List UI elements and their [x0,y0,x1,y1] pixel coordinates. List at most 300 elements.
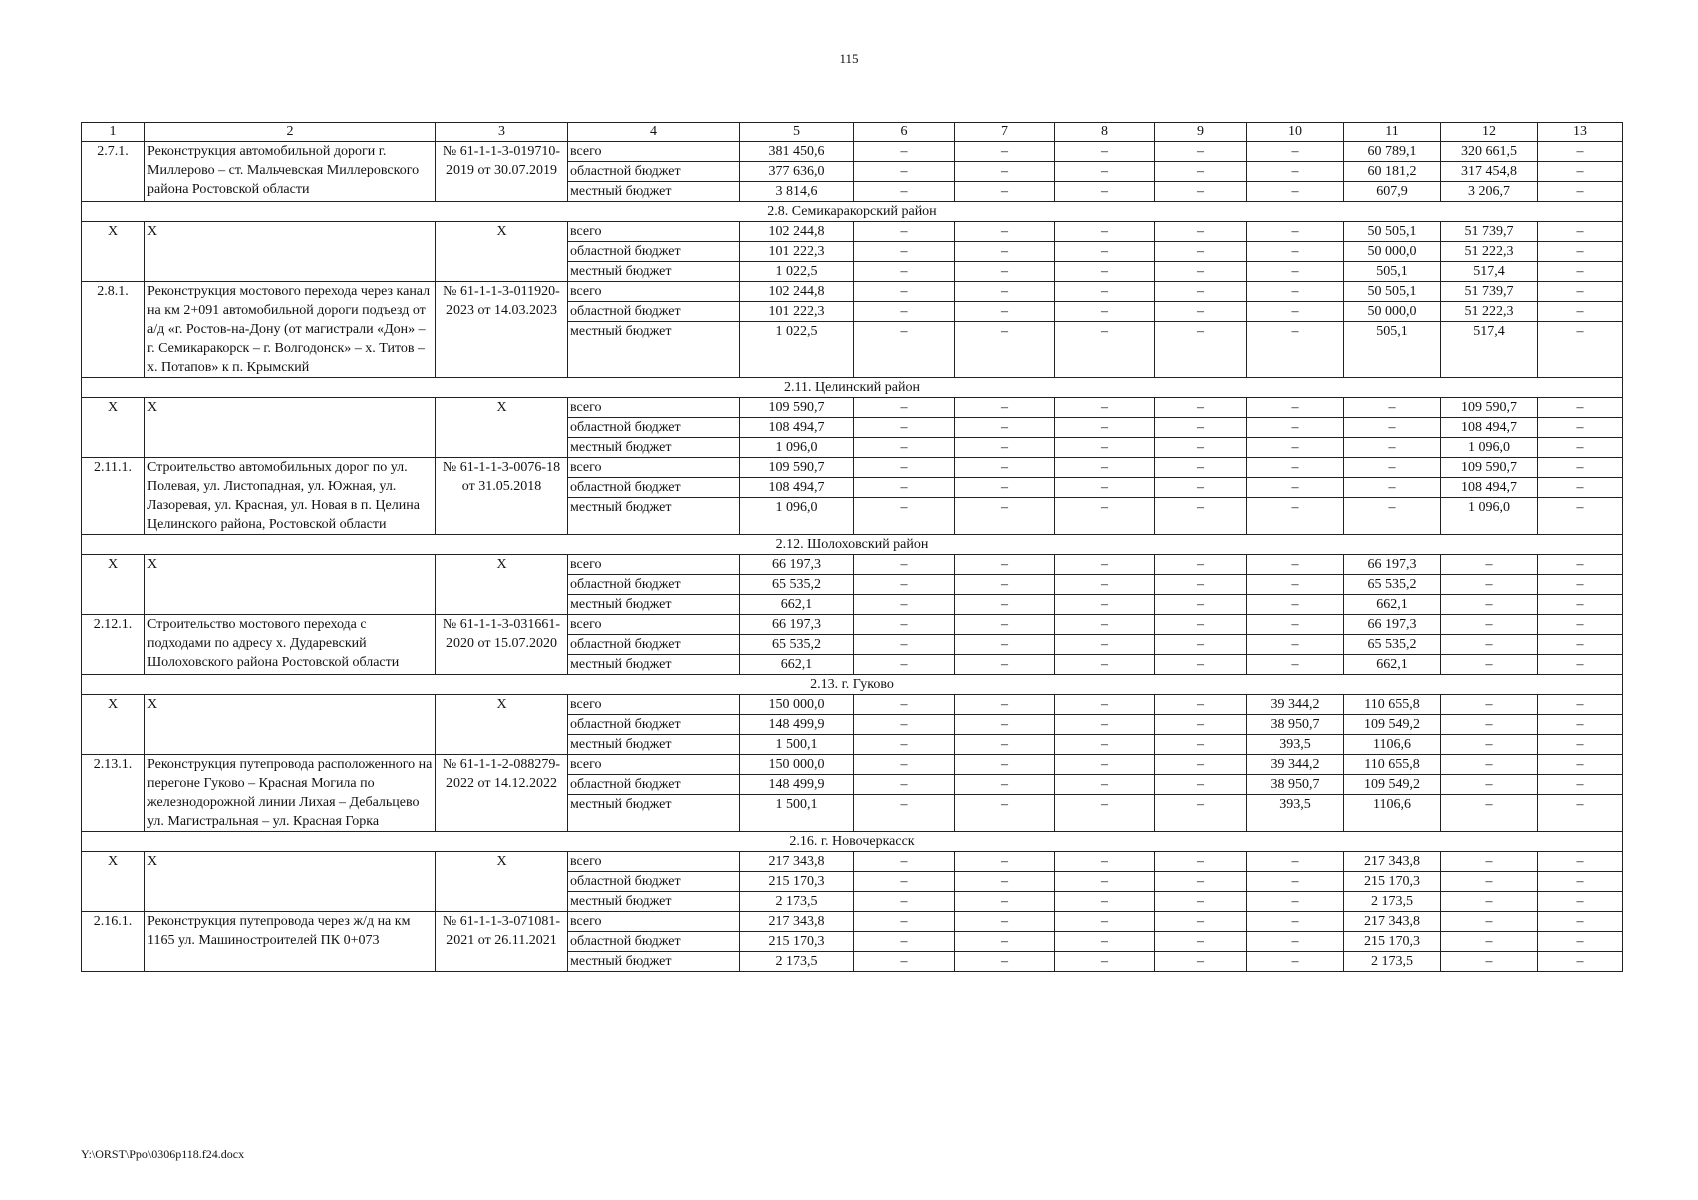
budget-source-label: местный бюджет [568,951,739,971]
value: – [1101,144,1108,159]
value: – [1441,714,1537,734]
budget-source-cell [568,755,740,832]
value: – [1197,914,1204,929]
value-cell [854,458,955,535]
value: – [1155,951,1246,971]
value: – [1441,891,1537,911]
value: – [1291,854,1299,869]
value: 505,1 [1344,261,1440,281]
value: – [1197,284,1204,299]
document-number: Х [436,695,568,755]
value: – [955,794,1054,814]
value: 109 590,7 [768,400,825,415]
value: – [1538,477,1622,497]
value: – [1576,224,1584,239]
value-cell [1055,458,1155,535]
value: 65 535,2 [1344,574,1440,594]
value-cell [955,142,1055,202]
budget-source-cell [568,615,740,675]
value: – [854,734,954,754]
value: – [955,594,1054,614]
value: – [1155,774,1246,794]
value: – [955,951,1054,971]
value: – [854,417,954,437]
column-header: 3 [436,123,568,142]
value: – [955,261,1054,281]
value: 38 950,7 [1247,714,1343,734]
value: – [1155,574,1246,594]
budget-source-label: областной бюджет [568,774,739,794]
value: – [1441,734,1537,754]
value-cell [1344,142,1441,202]
object-name: Реконструкция автомобильной дороги г. Миллерово – ст. Мальчевская Миллеровского района Ростовской области [145,142,436,202]
value: – [1001,697,1008,712]
value: – [1538,931,1622,951]
value: 662,1 [740,594,853,614]
value: – [1344,477,1440,497]
value-cell [1055,695,1155,755]
value: – [900,557,908,572]
value-cell [1055,912,1155,972]
value: 1106,6 [1344,734,1440,754]
column-header: 2 [145,123,436,142]
value: 150 000,0 [768,697,825,712]
value: – [1055,261,1154,281]
value: – [1441,574,1537,594]
value: 109 590,7 [1461,460,1517,475]
budget-source-label: местный бюджет [568,794,739,814]
document-number: Х [436,398,568,458]
column-header: 13 [1538,123,1623,142]
value-cell [1441,912,1538,972]
row-number: 2.12.1. [82,615,145,675]
value: – [1101,914,1108,929]
value: 60 181,2 [1344,161,1440,181]
value: – [1155,634,1246,654]
budget-source-label: местный бюджет [568,261,739,281]
document-number: Х [436,222,568,282]
value: 662,1 [1344,654,1440,674]
value-cell [1055,852,1155,912]
value: – [1538,594,1622,614]
value-cell [1247,615,1344,675]
column-header: 1 [82,123,145,142]
value: – [1101,224,1108,239]
budget-source-label: местный бюджет [568,497,739,517]
budget-source-label: местный бюджет [568,734,739,754]
value: – [900,617,908,632]
value-cell [1538,142,1623,202]
value: – [1538,774,1622,794]
value: – [1055,497,1154,517]
value-cell [1538,555,1623,615]
object-name: Х [145,852,436,912]
value: 51 222,3 [1441,241,1537,261]
value-cell [1055,398,1155,458]
document-number: Х [436,852,568,912]
value-cell [1344,222,1441,282]
value: 381 450,6 [768,144,825,159]
value: – [1155,161,1246,181]
object-name: Реконструкция мостового перехода через канал на км 2+091 автомобильной дороги подъезд от а/д «г. Ростов-на-Дону (от магистрали «Дон» – г. Семикаракорск – г. Волгодонск» – х. Титов – х. Потапов» к п. Крымский [145,282,436,378]
column-header: 5 [740,123,854,142]
value: 108 494,7 [740,477,853,497]
table-header-row [82,123,1623,142]
value-cell [1247,912,1344,972]
value-cell [1344,852,1441,912]
value: – [955,714,1054,734]
value-cell [1441,852,1538,912]
value-cell [955,615,1055,675]
column-header: 11 [1344,123,1441,142]
value: – [1155,497,1246,517]
value-cell [854,222,955,282]
value-cell [955,398,1055,458]
value: – [900,697,908,712]
value: – [854,301,954,321]
value: – [955,437,1054,457]
value-cell [1538,912,1623,972]
value-cell [854,695,955,755]
value: – [1001,224,1008,239]
value: – [1197,697,1204,712]
section-title: 2.13. г. Гуково [82,675,1623,695]
value: 2 173,5 [1344,891,1440,911]
budget-source-label: всего [570,224,602,239]
value: 1 096,0 [1441,437,1537,457]
page-number: 115 [839,51,859,66]
value-cell [955,282,1055,378]
budget-source-cell [568,852,740,912]
value: – [1055,301,1154,321]
row-number: 2.8.1. [82,282,145,378]
value: 108 494,7 [1441,417,1537,437]
value-cell [955,222,1055,282]
value: 51 739,7 [1464,284,1514,299]
value: – [900,854,908,869]
object-name: Строительство автомобильных дорог по ул. Полевая, ул. Листопадная, ул. Южная, ул. Лазоревая, ул. Красная, ул. Новая в п. Целина Целинского района, Ростовской области [145,458,436,535]
value: – [1001,400,1008,415]
value: – [854,654,954,674]
object-name: Строительство мостового перехода с подходами по адресу х. Дударевский Шолоховского района Ростовской области [145,615,436,675]
budget-source-label: местный бюджет [568,594,739,614]
value-cell [740,142,854,202]
budget-source-cell [568,222,740,282]
value-cell [854,912,955,972]
value-cell [1055,615,1155,675]
document-number: № 61-1-1-3-011920-2023 от 14.03.2023 [436,282,568,378]
value: – [1538,161,1622,181]
value-cell [1441,695,1538,755]
value-cell [1155,555,1247,615]
value: – [1538,301,1622,321]
object-name: Х [145,555,436,615]
value: – [854,594,954,614]
value: 50 505,1 [1367,284,1417,299]
value: 3 206,7 [1441,181,1537,201]
value: – [1291,400,1299,415]
table-row [82,695,1623,755]
budget-source-label: местный бюджет [568,321,739,341]
value: – [1197,557,1204,572]
object-name: Х [145,222,436,282]
table-row [82,282,1623,378]
table-row [82,555,1623,615]
value: – [1485,617,1493,632]
value: – [1055,477,1154,497]
row-number: Х [82,852,145,912]
value: – [1197,460,1204,475]
value: – [1247,477,1343,497]
value-cell [1247,282,1344,378]
value: – [1155,891,1246,911]
value: – [1055,634,1154,654]
value: – [1055,417,1154,437]
value: – [1155,241,1246,261]
value: 517,4 [1441,261,1537,281]
value-cell [1344,912,1441,972]
value: 1106,6 [1344,794,1440,814]
value: – [1155,871,1246,891]
value: – [854,774,954,794]
value: 51 739,7 [1464,224,1514,239]
value-cell [740,852,854,912]
column-header: 7 [955,123,1055,142]
value: 109 549,2 [1344,774,1440,794]
value: – [1485,854,1493,869]
value: – [1247,261,1343,281]
value-cell [1344,755,1441,832]
value: – [1155,477,1246,497]
column-header: 6 [854,123,955,142]
budget-source-cell [568,912,740,972]
document-number: № 61-1-1-3-071081-2021 от 26.11.2021 [436,912,568,972]
budget-source-label: областной бюджет [568,477,739,497]
value: – [1344,437,1440,457]
object-name: Реконструкция путепровода через ж/д на км 1165 ул. Машиностроителей ПК 0+073 [145,912,436,972]
value-cell [854,282,955,378]
value: – [1344,497,1440,517]
value-cell [740,755,854,832]
table-row [82,912,1623,972]
value-cell [1155,695,1247,755]
value: – [1441,594,1537,614]
value-cell [1441,458,1538,535]
value: – [1485,914,1493,929]
value: – [955,654,1054,674]
value: – [1055,574,1154,594]
row-number: Х [82,398,145,458]
value: 215 170,3 [1344,871,1440,891]
value: 50 000,0 [1344,241,1440,261]
budget-source-cell [568,458,740,535]
value: – [1247,301,1343,321]
value: 108 494,7 [740,417,853,437]
value: – [1291,224,1299,239]
row-number: Х [82,222,145,282]
value-cell [854,755,955,832]
value: – [1055,891,1154,911]
document-number: № 61-1-1-3-031661-2020 от 15.07.2020 [436,615,568,675]
value: 110 655,8 [1364,757,1420,772]
value-cell [854,398,955,458]
table-row [82,398,1623,458]
budget-source-label: местный бюджет [568,891,739,911]
value: 215 170,3 [740,931,853,951]
value: – [1197,757,1204,772]
value-cell [1344,398,1441,458]
value: – [1001,914,1008,929]
value: 65 535,2 [740,634,853,654]
value: 101 222,3 [740,301,853,321]
value-cell [1441,555,1538,615]
value: – [1576,460,1584,475]
value-cell [740,555,854,615]
value: 1 500,1 [740,794,853,814]
value: – [1247,871,1343,891]
value: – [854,497,954,517]
value: – [854,951,954,971]
value: – [1155,654,1246,674]
value: – [955,931,1054,951]
value: – [1576,914,1584,929]
value: – [1247,594,1343,614]
value: 215 170,3 [1344,931,1440,951]
value: – [1055,794,1154,814]
value: – [854,241,954,261]
value: – [955,161,1054,181]
value-cell [1344,458,1441,535]
value-cell [955,912,1055,972]
value: – [1197,617,1204,632]
value: 109 590,7 [768,460,825,475]
budget-source-label: всего [570,617,602,632]
value: – [955,477,1054,497]
value: – [955,574,1054,594]
document-number: № 61-1-1-3-019710-2019 от 30.07.2019 [436,142,568,202]
value-cell [1155,852,1247,912]
value: – [955,241,1054,261]
value-cell [1155,755,1247,832]
value: – [1055,321,1154,341]
value: – [1247,891,1343,911]
value: – [1576,557,1584,572]
row-number: 2.16.1. [82,912,145,972]
value: – [1388,400,1396,415]
budget-source-label: местный бюджет [568,437,739,457]
value: – [1055,654,1154,674]
object-name: Х [145,695,436,755]
value: – [1101,617,1108,632]
value: – [1538,321,1622,341]
value: – [1485,757,1493,772]
value: – [1197,224,1204,239]
value: – [1197,144,1204,159]
value: 320 661,5 [1461,144,1517,159]
value: – [1441,634,1537,654]
value-cell [1441,755,1538,832]
value: – [955,891,1054,911]
value-cell [1538,222,1623,282]
value: – [1001,557,1008,572]
value: – [1538,437,1622,457]
budget-source-label: всего [570,914,602,929]
value-cell [1247,142,1344,202]
row-number: 2.7.1. [82,142,145,202]
value: – [955,417,1054,437]
value: – [1247,241,1343,261]
value-cell [1155,458,1247,535]
value: – [955,181,1054,201]
value-cell [1344,282,1441,378]
section-row [82,378,1623,398]
value: – [955,321,1054,341]
value: – [1538,261,1622,281]
value: – [1055,594,1154,614]
value: 393,5 [1247,794,1343,814]
value: 2 173,5 [740,891,853,911]
value: 317 454,8 [1441,161,1537,181]
value-cell [1538,398,1623,458]
value: – [1101,697,1108,712]
value: – [955,634,1054,654]
section-title: 2.12. Шолоховский район [82,535,1623,555]
value: – [1055,181,1154,201]
value: 1 096,0 [740,497,853,517]
section-row [82,675,1623,695]
value: – [854,477,954,497]
value: – [1101,460,1108,475]
value-cell [1344,555,1441,615]
value-cell [1344,615,1441,675]
value-cell [1055,555,1155,615]
value: 217 343,8 [1364,914,1420,929]
value: 39 344,2 [1270,697,1320,712]
value: – [1538,734,1622,754]
value: – [1576,400,1584,415]
value: – [1538,951,1622,971]
value: – [1155,417,1246,437]
table-row [82,458,1623,535]
value: – [1001,460,1008,475]
value: – [1055,951,1154,971]
value: – [1247,161,1343,181]
value: – [1155,714,1246,734]
column-header: 12 [1441,123,1538,142]
section-title: 2.11. Целинский район [82,378,1623,398]
value: – [1291,460,1299,475]
table-row [82,755,1623,832]
value-cell [1247,398,1344,458]
value: 148 499,9 [740,714,853,734]
budget-source-label: всего [570,460,602,475]
value: – [1441,794,1537,814]
value: – [1247,931,1343,951]
value-cell [1055,142,1155,202]
value: – [1155,931,1246,951]
value-cell [1538,755,1623,832]
value: – [1538,714,1622,734]
column-header: 4 [568,123,740,142]
value: – [1576,144,1584,159]
value-cell [1055,755,1155,832]
budget-source-label: всего [570,144,602,159]
value: – [1101,757,1108,772]
value: – [900,224,908,239]
value-cell [740,282,854,378]
value: 66 197,3 [772,557,821,572]
value: – [900,757,908,772]
